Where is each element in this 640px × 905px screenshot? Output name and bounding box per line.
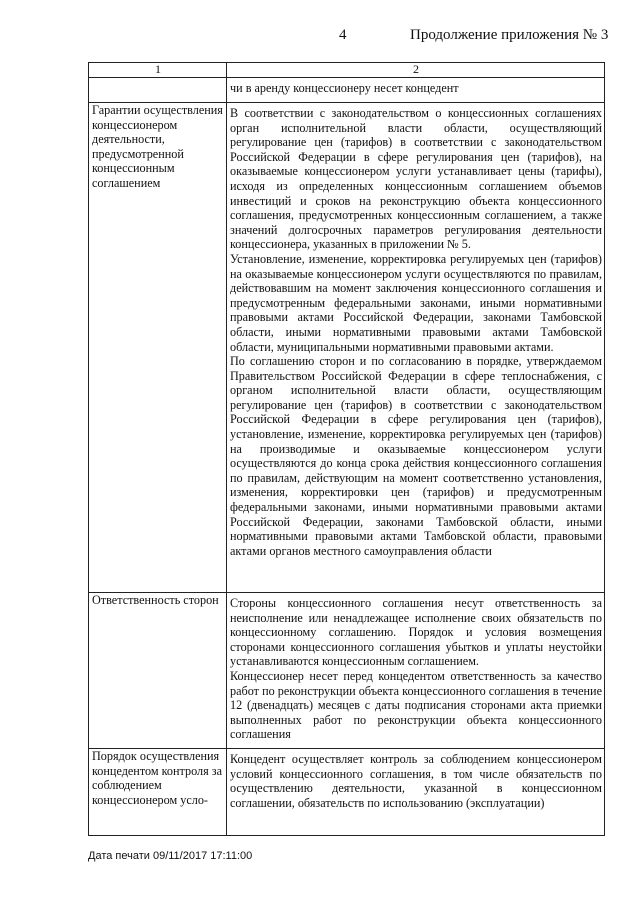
column-1-header: 1 (89, 63, 227, 78)
row-text-guarantees (227, 103, 605, 593)
table-row (89, 593, 605, 749)
print-date: Дата печати 09/11/2017 17:11:00 (88, 850, 253, 862)
column-2-header: 2 (227, 63, 605, 78)
concession-table (88, 62, 605, 836)
appendix-continuation-note: Продолжение приложения № 3 (410, 27, 609, 43)
table-row (89, 78, 605, 103)
paragraph: Концессионер несет перед концедентом ответственность за качество работ по реконструкции объекта концессионного соглашения в течение 12 (двенадцать) месяцев с даты подписания сторонами акта приемки выполненных работ по реконструкции объекта концессионного соглашения (230, 668, 602, 742)
table-row (89, 103, 605, 593)
paragraph: По соглашению сторон и по согласованию в порядке, утверждаемом Правительством Российской Федерации в сфере теплоснабжения, с органом исполнительной власти области, осуществляющим регулирование цен (тарифов) в соответствии с законодательством Российской Федерации в сфере регулирования цен (тарифов), установление, изменение, корректировка регулируемых цен (тарифов) на производимые и оказываемые концессионером услуги осуществляются до конца срока действия концессионного соглашения по правилам, действующим на момент соответственно установления, изменения, корректировки цен (тарифов) и предусмотренным федеральными законами, иными нормативными правовыми актами Российской Федерации, законами Тамбовской области, иными нормативными правовыми актами Тамбовской области, правовыми актами органов местного самоуправления области (230, 354, 602, 558)
table-row (89, 749, 605, 836)
paragraph: Концедент осуществляет контроль за соблюдением концессионером условий концессионного соглашения, в том числе обязательств по осуществлению деятельности, указанной в концессионном соглашении, обязательств по использованию (эксплуатации) (230, 752, 602, 810)
row-text-control (227, 749, 605, 836)
continued-label-cell (89, 78, 227, 103)
paragraph: В соответствии с законодательством о концессионных соглашениях орган исполнительной власти области, осуществляющий регулирование цен (тарифов) в соответствии с законодательством Российской Федерации в сфере регулирования цен (тарифов), на оказываемые концессионером услуги устанавливает цены (тарифы), исходя из определенных концессионным соглашением объемов инвестиций и сроков на реконструкцию объекта концессионного соглашения, предусмотренных концессионным соглашением, а также значений долгосрочных параметров регулирования деятельности концессионера, указанных в приложении № 5. (230, 106, 602, 252)
row-label-guarantees: Гарантии осуществления концессионером деятельности, предусмотренной концессионным соглашением (89, 103, 227, 593)
paragraph: Стороны концессионного соглашения несут ответственность за неисполнение или ненадлежащее исполнение своих обязательств по концессионному соглашению. Порядок и условия возмещения сторонами концессионного соглашения убытков и уплаты неустойки устанавливаются концессионным соглашением. (230, 596, 602, 669)
row-text-responsibility (227, 593, 605, 749)
page-number: 4 (339, 27, 347, 43)
row-label-control: Порядок осуществления концедентом контроля за соблюдением концессионером усло- (89, 749, 227, 836)
table-header-row (89, 63, 605, 78)
continued-text: чи в аренду концессионеру несет концедент (227, 78, 605, 103)
row-label-responsibility: Ответственность сторон (89, 593, 227, 749)
paragraph: Установление, изменение, корректировка регулируемых цен (тарифов) на оказываемые концессионером услуги осуществляются по правилам, действовавшим на момент заключения концессионного соглашения и предусмотренным федеральными законами, иными нормативными правовыми актами Российской Федерации, законами Тамбовской области, иными нормативными правовыми актами Тамбовской области, муниципальными нормативными правовыми актами. (230, 251, 602, 354)
